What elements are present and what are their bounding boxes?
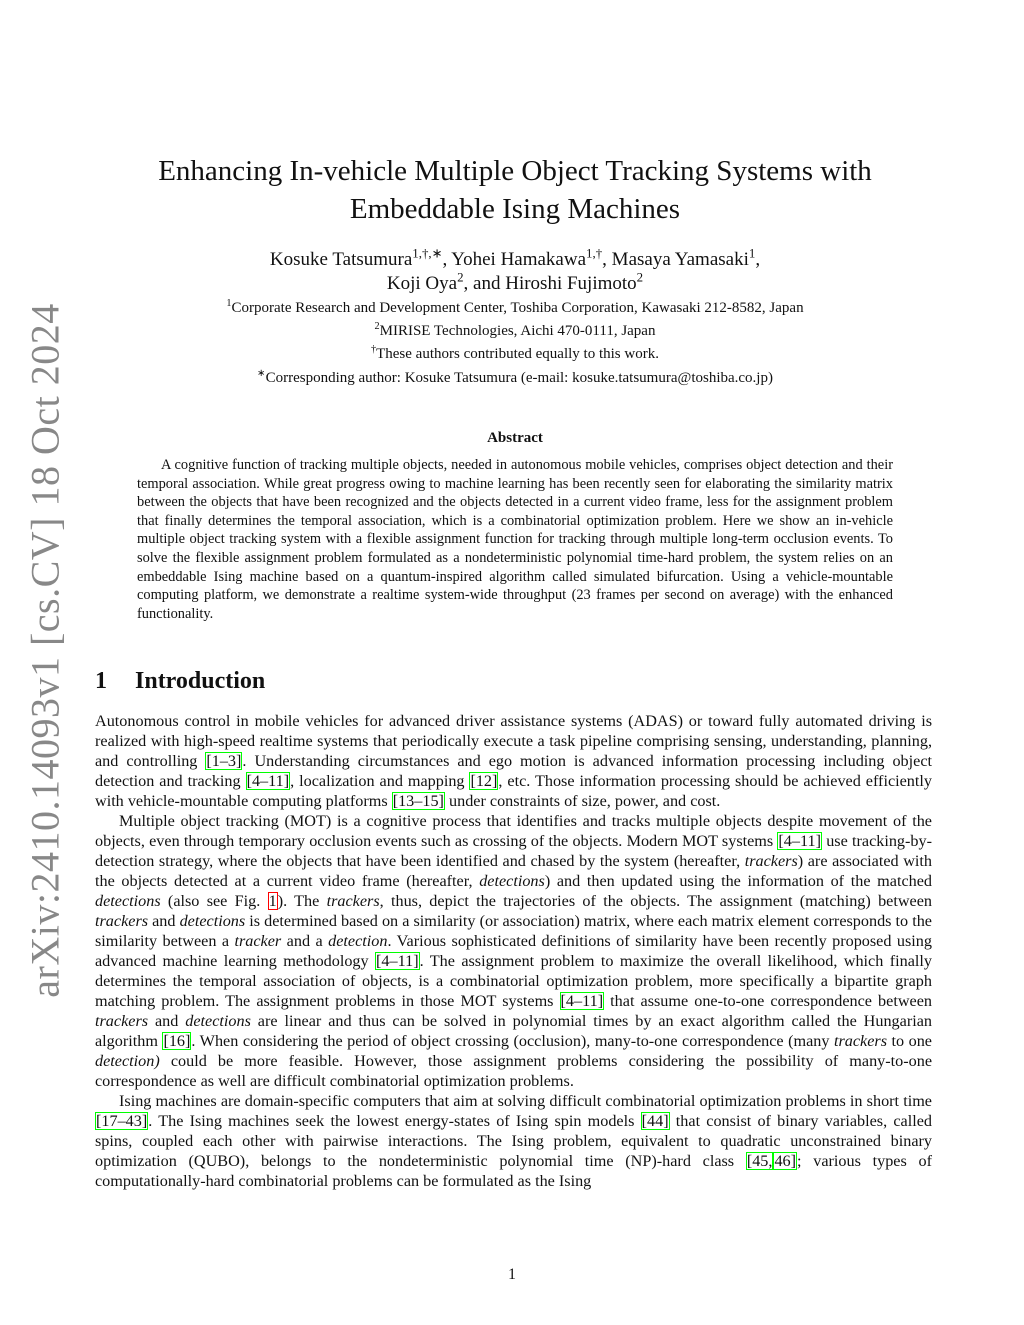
citation-link[interactable]: [1–3]: [206, 752, 242, 770]
affiliation-text: MIRISE Technologies, Aichi 470-0111, Japan: [379, 323, 656, 339]
citation-link[interactable]: [45,: [746, 1152, 773, 1170]
section-number: 1: [95, 668, 107, 694]
text-run: Ising machines are domain-specific computers that aim at solving difficult combinatorial optimization problems in short time: [119, 1092, 932, 1110]
affiliation-mark: †: [371, 344, 377, 355]
paragraph: [95, 711, 932, 811]
text-run: . Various sophisticated definitions of similarity have been recently proposed using advanced machine learning methodology: [95, 932, 932, 970]
citation-link[interactable]: [12]: [470, 772, 498, 790]
author-name: Koji Oya: [386, 273, 458, 294]
text-run: Multiple object tracking (MOT) is a cognitive process that identifies and tracks multiple objects despite movement of the objects, even through temporary occlusion events such as crossing of the objects. Modern MOT systems: [95, 812, 932, 850]
text-run: is determined based on a similarity (or association) matrix, where each matrix element corresponds to the similarity between a: [95, 912, 932, 950]
citation-link[interactable]: [13–15]: [392, 792, 444, 810]
text-run: that consist of binary variables, called spins, coupled each other with pairwise interactions. The Ising problem, equivalent to quadratic unconstrained binary optimization (QUBO), belongs to the nondeterministic polynomial time (NP)-hard class: [95, 1112, 933, 1170]
emphasized-term: trackers: [833, 1032, 888, 1050]
author-marks: 1,†,∗: [412, 245, 443, 261]
text-run: under constraints of size, power, and cost.: [444, 792, 721, 810]
text-run: . The assignment problem to maximize the overall likelihood, which finally determines the temporal association of objects, is a combinatorial optimization problem, more specifically a bipartite graph matching problem. The assignment problems in those MOT systems: [95, 952, 932, 1010]
author-marks: 1,†: [586, 245, 603, 261]
arxiv-identifier-stamp: [15, 302, 75, 998]
author-line-2: [100, 269, 930, 296]
citation-link[interactable]: [4–11]: [778, 832, 821, 850]
text-run: are linear and thus can be solved in polynomial times by an exact algorithm called the Hungarian algorithm: [95, 1012, 933, 1050]
text-run: . The Ising machines seek the lowest energy-states of Ising spin models: [148, 1112, 641, 1130]
text-run: ). The: [277, 892, 327, 910]
section-title: Introduction: [135, 668, 266, 694]
abstract-heading: Abstract: [487, 430, 543, 446]
affiliation-text: These authors contributed equally to this work.: [376, 346, 659, 362]
affiliation-1: [100, 298, 930, 318]
citation-link[interactable]: [4–11]: [376, 952, 419, 970]
text-run: . Understanding circumstances and ego motion is advanced information processing including object detection and tracking: [95, 752, 933, 790]
text-run: (also see Fig.: [160, 892, 268, 910]
author-separator: , and: [463, 273, 506, 294]
text-run: use tracking-by-detection strategy, where the objects that have been identified and chased by the system (hereafter,: [95, 832, 932, 870]
emphasized-term: trackers: [744, 852, 798, 870]
corresponding-author-note: [100, 368, 930, 388]
affiliation-2: [100, 321, 930, 341]
author-name: Kosuke Tatsumura: [269, 249, 413, 270]
introduction-body: [95, 711, 932, 1191]
author-separator: ,: [602, 249, 612, 270]
text-run: and: [148, 1012, 186, 1030]
text-run: , etc. Those information processing should be achieved efficiently with vehicle-mountable computing platforms: [95, 772, 932, 810]
affiliation-text: Corporate Research and Development Center, Toshiba Corporation, Kawasaki 212-8582, Japan: [231, 300, 804, 316]
paper-title: [100, 152, 930, 228]
page-number: 1: [508, 1266, 516, 1283]
author-marks: 1: [748, 245, 756, 261]
author-line-1: [100, 245, 930, 272]
author-separator: ,: [755, 249, 761, 270]
emphasized-term: detections: [179, 912, 246, 930]
paragraph: [95, 811, 932, 1091]
emphasized-term: detections: [479, 872, 545, 890]
section-heading: [95, 668, 265, 695]
title-line-2: Embeddable Ising Machines: [349, 193, 681, 225]
text-run: to one: [887, 1032, 932, 1050]
emphasized-term: detections: [185, 1012, 251, 1030]
text-run: and: [148, 912, 180, 930]
affiliation-mark: 1: [226, 298, 232, 309]
emphasized-term: trackers: [95, 912, 149, 930]
author-marks: 2: [457, 269, 464, 285]
emphasized-term: detection: [328, 932, 388, 950]
title-line-1: Enhancing In-vehicle Multiple Object Tracking Systems with: [158, 155, 872, 187]
affiliation-mark: ∗: [257, 368, 266, 379]
citation-link[interactable]: [16]: [163, 1032, 191, 1050]
arxiv-stamp-text: arXiv:2410.14093v1 [cs.CV] 18 Oct 2024: [22, 302, 68, 998]
abstract-body: A cognitive function of tracking multiple objects, needed in autonomous mobile vehicles, comprises object detection and their temporal association. While great progress owing to machine learning has been recently seen for elaborating the similarity matrix between the objects that have been recognized and the objects detected in a current video frame, less for the assignment problem that finally determines the temporal association, which is a combinatorial optimization problem. Here we show an in-vehicle multiple object tracking system with a flexible assignment function for tracking through multiple long-term occlusion events. To solve the flexible assignment problem formulated as a nondeterministic polynomial time-hard problem, the system relies on an embeddable Ising machine based on a quantum-inspired algorithm called simulated bifurcation. Using a vehicle-mountable computing platform, we demonstrate a realtime system-wide throughput (23 frames per second on average) with the enhanced functionality.: [137, 457, 893, 622]
text-run: . When considering the period of object crossing (occlusion), many-to-one correspondence (many: [191, 1032, 834, 1050]
emphasized-term: detection): [95, 1052, 160, 1070]
author-name: Yohei Hamakawa: [451, 249, 587, 270]
affiliation-mark: 2: [374, 321, 380, 332]
citation-link[interactable]: [17–43]: [96, 1112, 148, 1130]
author-marks: 2: [636, 269, 644, 285]
affiliation-text: Corresponding author: Kosuke Tatsumura (e-mail: kosuke.tatsumura@toshiba.co.jp): [265, 370, 773, 386]
text-run: , thus, depict the trajectories of the objects. The assignment (matching) between: [379, 892, 933, 910]
paragraph: [95, 1091, 932, 1191]
author-name: Hiroshi Fujimoto: [505, 273, 637, 294]
author-name: Masaya Yamasaki: [611, 249, 749, 270]
text-run: , localization and mapping: [290, 772, 470, 790]
citation-link[interactable]: 46]: [774, 1152, 797, 1170]
emphasized-term: detections: [95, 892, 161, 910]
text-run: and a: [281, 932, 329, 950]
emphasized-term: trackers: [326, 892, 380, 910]
text-run: ; various types of computationally-hard combinatorial problems can be formulated as the Ising: [95, 1152, 932, 1190]
citation-link[interactable]: [4–11]: [246, 772, 290, 790]
emphasized-term: trackers: [95, 1012, 149, 1030]
author-separator: ,: [442, 249, 452, 270]
text-run: Autonomous control in mobile vehicles for advanced driver assistance systems (ADAS) or toward fully automated driving is realized with high-speed realtime systems that periodically execute a task pipeline comprising sensing, understanding, planning, and controlling: [95, 712, 932, 770]
figure-reference-link[interactable]: 1: [268, 892, 277, 910]
text-run: ) and then updated using the information of the matched: [544, 872, 933, 890]
emphasized-term: tracker: [234, 932, 282, 950]
citation-link[interactable]: [44]: [641, 1112, 669, 1130]
equal-contribution-note: [100, 344, 930, 364]
text-run: could be more feasible. However, those assignment problems considering the possibility of many-to-one correspondence as well are difficult combinatorial optimization problems.: [95, 1052, 932, 1090]
citation-link[interactable]: [4–11]: [560, 992, 604, 1010]
text-run: ) are associated with the objects detected at a current video frame (hereafter,: [95, 852, 932, 890]
author-list: [100, 245, 930, 296]
text-run: that assume one-to-one correspondence between: [604, 992, 932, 1010]
